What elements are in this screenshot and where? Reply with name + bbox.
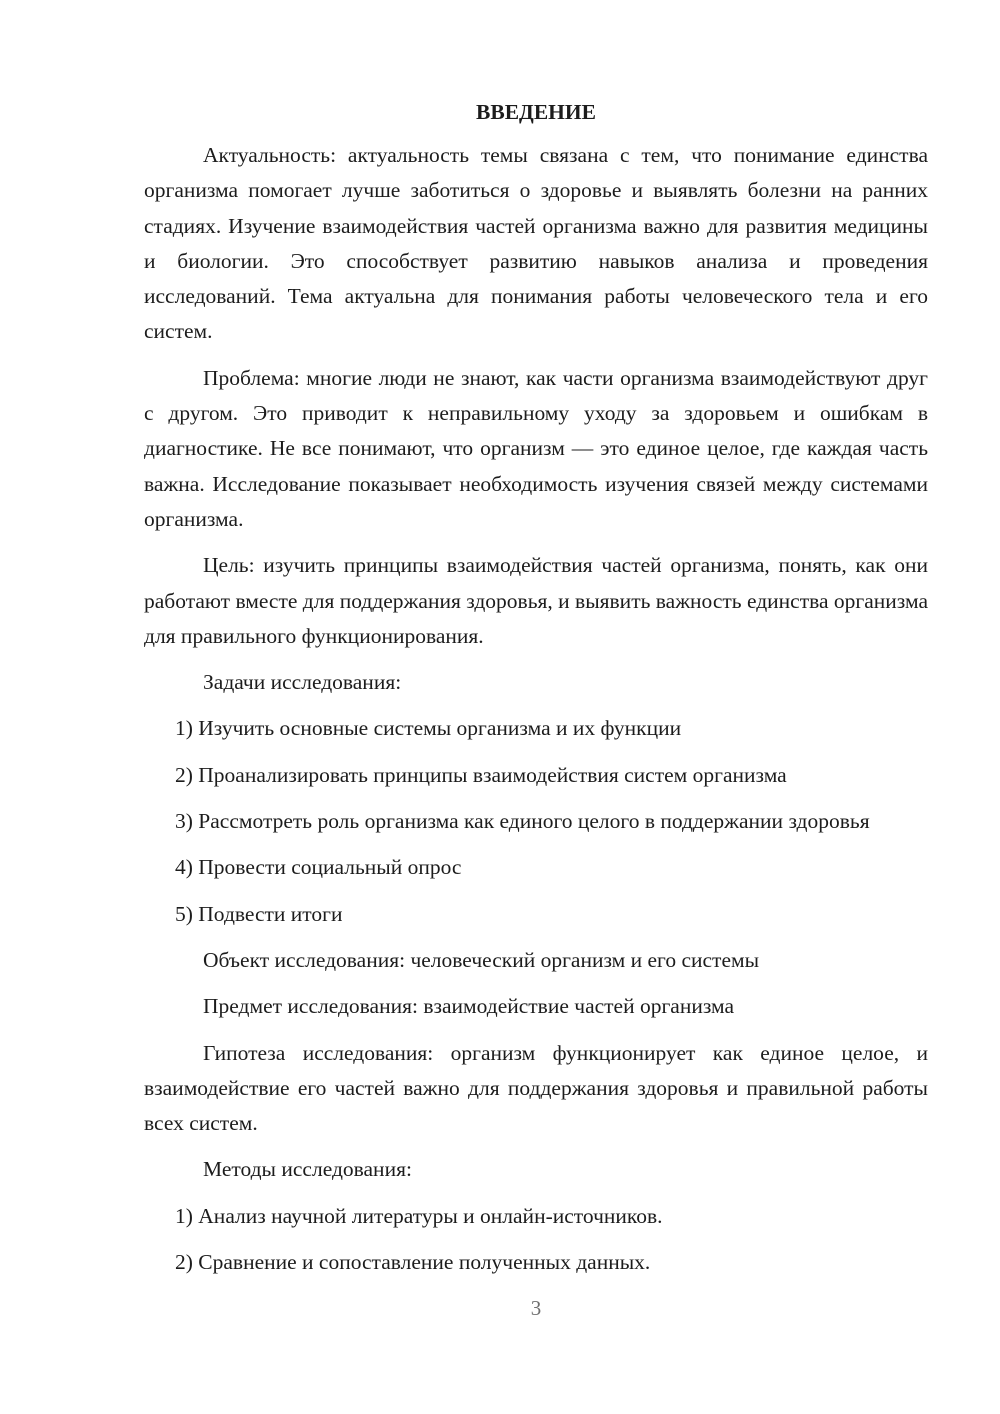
- problem-paragraph: Проблема: многие люди не знают, как части организма взаимодействуют друг с другом. Это приводит к неправильному уходу за здоровьем и ошибкам в диагностике. Не все понимают, что организм — это единое целое, где каждая часть важна. Исследование показывает необходимость изучения связей между системами организма.: [144, 365, 928, 531]
- research-subject: Предмет исследования: взаимодействие частей организма: [203, 994, 735, 1019]
- task-item: 3) Рассмотреть роль организма как единого целого в поддержании здоровья: [175, 809, 870, 834]
- methods-title: Методы исследования:: [203, 1157, 412, 1182]
- task-item: 2) Проанализировать принципы взаимодействия систем организма: [175, 762, 787, 787]
- task-item: 5) Подвести итоги: [175, 901, 343, 926]
- page-number: 3: [530, 1296, 542, 1320]
- tasks-title: Задачи исследования:: [203, 670, 402, 695]
- method-item: 1) Анализ научной литературы и онлайн-источников.: [175, 1203, 663, 1228]
- method-item: 2) Сравнение и сопоставление полученных данных.: [175, 1250, 651, 1275]
- document-page: [144, 96, 928, 1291]
- hypothesis-paragraph: Гипотеза исследования: организм функционирует как единое целое, и взаимодействие его частей важно для поддержания здоровья и правильной работы всех систем.: [144, 1040, 928, 1136]
- page-title: ВВЕДЕНИЕ: [476, 100, 596, 124]
- relevance-paragraph: Актуальность: актуальность темы связана с тем, что понимание единства организма помогает лучше заботиться о здоровье и выявлять болезни на ранних стадиях. Изучение взаимодействия частей организма важно для развития медицины и биологии. Это способствует развитию навыков анализа и проведения исследований. Тема актуальна для понимания работы человеческого тела и его систем.: [144, 143, 928, 344]
- task-item: 1) Изучить основные системы организма и их функции: [175, 716, 682, 741]
- research-object: Объект исследования: человеческий организм и его системы: [203, 947, 760, 972]
- task-item: 4) Провести социальный опрос: [175, 855, 462, 880]
- goal-paragraph: Цель: изучить принципы взаимодействия частей организма, понять, как они работают вместе для поддержания здоровья, и выявить важность единства организма для правильного функционирования.: [144, 553, 928, 648]
